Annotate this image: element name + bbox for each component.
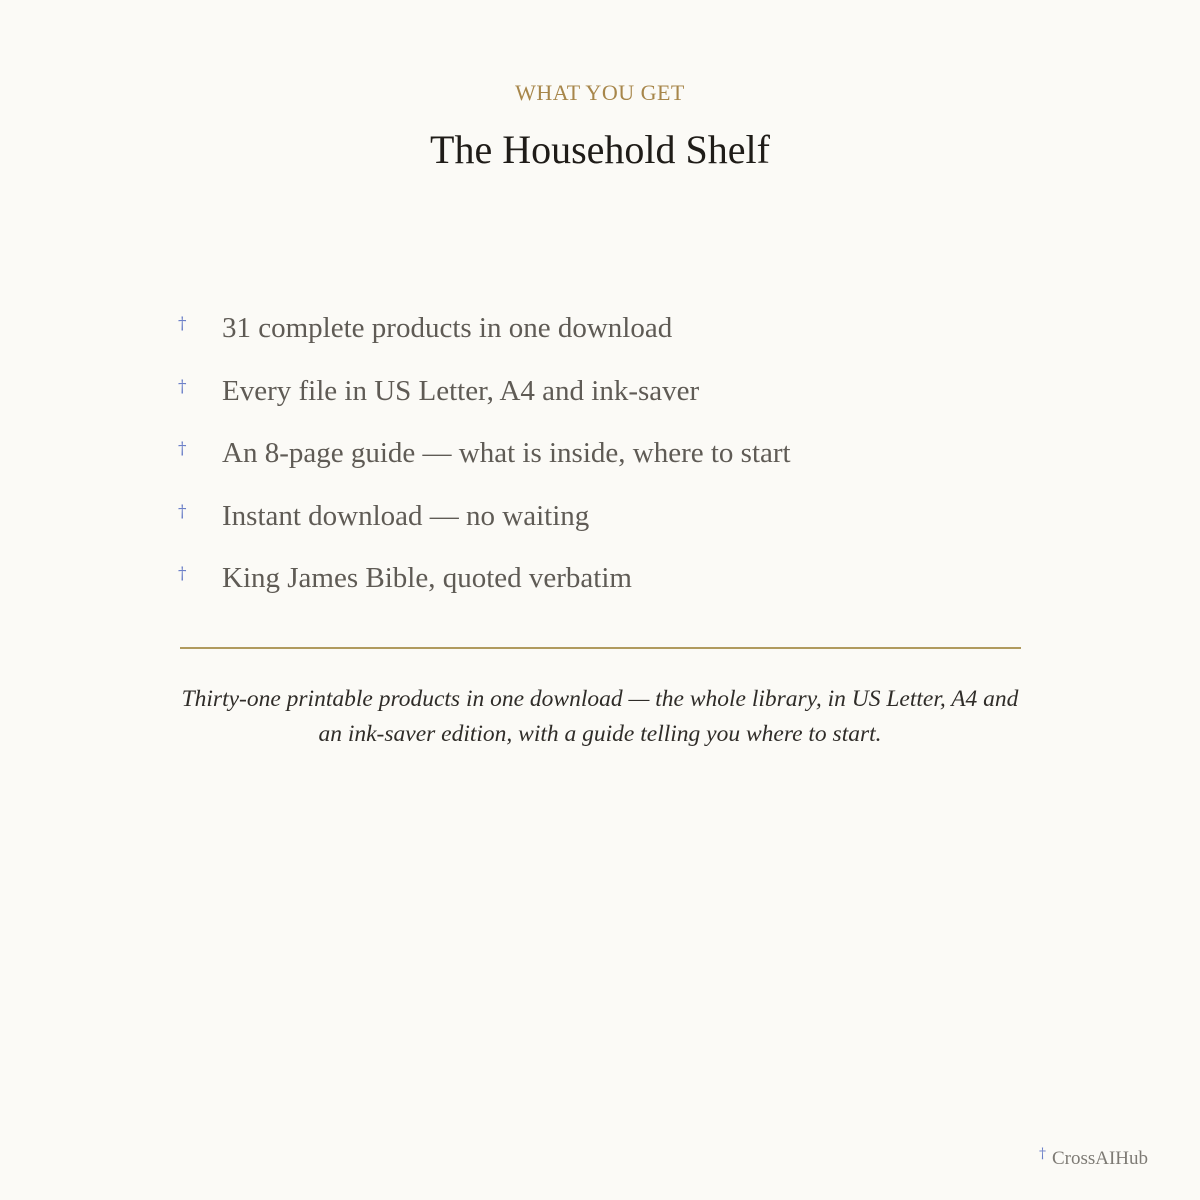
cross-icon: † — [178, 376, 187, 397]
cross-icon: † — [178, 439, 187, 459]
feature-text: Every file in US Letter, A4 and ink-saver — [222, 374, 700, 407]
cross-icon: † — [178, 501, 187, 522]
feature-text: 31 complete products in one download — [222, 312, 673, 344]
cross-icon: † — [1038, 1146, 1046, 1162]
section-eyebrow: WHAT YOU GET — [515, 80, 685, 105]
product-description: Thirty-one printable products in one download — the whole library, in US Letter, A4 and an ink-saver edition, with a guide telling you where to start. — [181, 686, 1019, 747]
page-title: The Household Shelf — [430, 127, 770, 172]
feature-text: King James Bible, quoted verbatim — [222, 562, 632, 594]
brand-watermark — [1039, 1148, 1148, 1170]
brand-name: CrossAIHub — [1051, 1148, 1148, 1169]
feature-text: An 8-page guide — what is inside, where to start — [222, 437, 791, 469]
cross-icon: † — [178, 314, 187, 334]
divider — [180, 647, 1021, 649]
cross-icon: † — [178, 564, 187, 584]
feature-text: Instant download — no waiting — [222, 499, 590, 532]
